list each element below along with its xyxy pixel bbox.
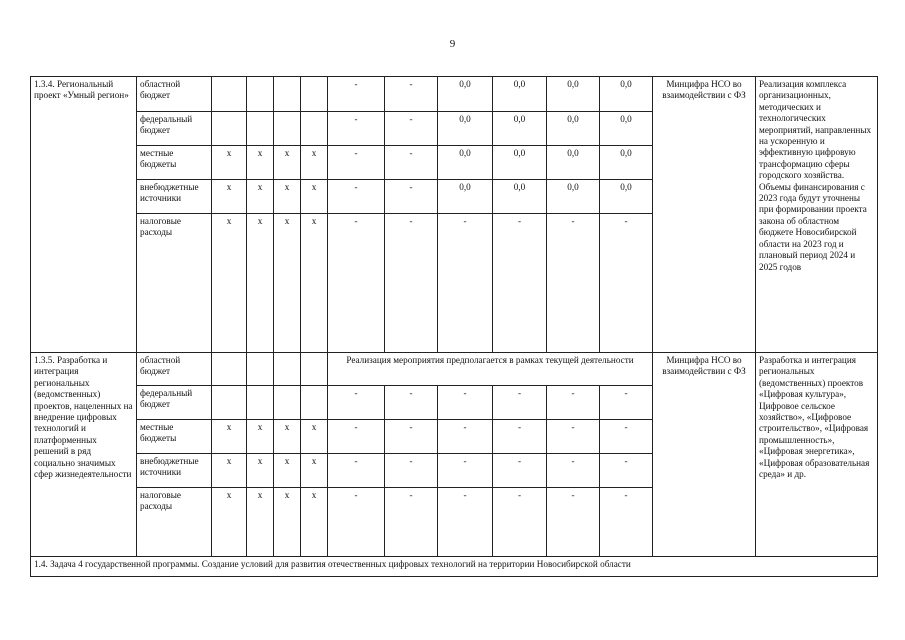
funding-source: внебюджетные источники [137,180,212,214]
value-cell: - [328,420,385,454]
value-cell [301,112,328,146]
value-cell: x [274,180,301,214]
value-cell: - [385,77,438,112]
value-cell [274,77,301,112]
value-cell: x [247,214,274,353]
value-cell: 0,0 [493,146,547,180]
value-cell: - [328,488,385,557]
value-cell: - [385,454,438,488]
value-cell: 0,0 [547,77,600,112]
task-row: 1.4. Задача 4 государственной программы. Создание условий для развития отечественных цифровых технологий на территории Новосибирской области [31,557,878,577]
value-cell: x [247,180,274,214]
value-cell [301,353,328,386]
value-cell: - [493,488,547,557]
value-cell: 0,0 [600,112,653,146]
value-cell: - [547,214,600,353]
value-cell: x [274,146,301,180]
value-cell: 0,0 [438,112,493,146]
funding-source: областной бюджет [137,353,212,386]
value-cell: 0,0 [493,180,547,214]
value-cell: - [547,420,600,454]
value-cell: x [301,454,328,488]
value-cell: - [547,454,600,488]
value-cell: x [301,488,328,557]
value-cell: - [600,488,653,557]
value-cell: x [274,454,301,488]
value-cell [301,386,328,420]
value-cell: - [328,214,385,353]
value-cell [274,112,301,146]
value-cell: x [212,488,247,557]
value-cell: - [328,112,385,146]
value-cell: - [438,420,493,454]
value-cell: - [493,454,547,488]
value-cell: - [328,146,385,180]
value-cell: - [493,420,547,454]
measure-name: 1.3.5. Разработка и интеграция региональных (ведомственных) проектов, нацеленных на внедрение цифровых технологий и платформенных решений в ряд социально значимых сфер жизнедеятельности [31,353,137,557]
value-cell: 0,0 [438,146,493,180]
value-cell: 0,0 [493,112,547,146]
funding-source: налоговые расходы [137,488,212,557]
program-table [30,76,878,577]
value-cell: - [600,454,653,488]
table-row [31,353,878,386]
value-cell [247,386,274,420]
table-row [31,557,878,577]
funding-source: местные бюджеты [137,146,212,180]
value-cell: 0,0 [438,77,493,112]
value-cell: - [438,386,493,420]
value-cell [212,77,247,112]
value-cell [247,112,274,146]
measure-name: 1.3.4. Региональный проект «Умный регион» [31,77,137,353]
value-cell: - [385,146,438,180]
funding-source: налоговые расходы [137,214,212,353]
activity-note: Реализация мероприятия предполагается в рамках текущей деятельности [328,353,653,386]
value-cell: x [274,420,301,454]
value-cell: x [247,146,274,180]
value-cell: - [385,180,438,214]
value-cell: 0,0 [600,180,653,214]
value-cell: - [600,214,653,353]
executor-cell: Минцифра НСО во взаимодействии с ФЗ [653,353,756,557]
value-cell: x [212,146,247,180]
value-cell [274,386,301,420]
funding-source: федеральный бюджет [137,386,212,420]
value-cell [247,77,274,112]
value-cell: - [328,180,385,214]
value-cell: x [274,214,301,353]
value-cell: 0,0 [600,77,653,112]
value-cell: 0,0 [547,112,600,146]
result-cell: Разработка и интеграция региональных (ведомственных) проектов «Цифровая культура», Цифровое сельское хозяйство», «Цифровое строительство», «Цифровая промышленность», «Цифровая энергетика», «Цифровая образовательная среда» и др. [756,353,878,557]
value-cell: - [600,386,653,420]
value-cell: x [301,146,328,180]
value-cell: x [212,180,247,214]
value-cell: - [438,488,493,557]
value-cell [274,353,301,386]
executor-cell: Минцифра НСО во взаимодействии с ФЗ [653,77,756,353]
value-cell: - [493,214,547,353]
value-cell [212,112,247,146]
value-cell: - [547,488,600,557]
value-cell [247,353,274,386]
page-number: 9 [449,38,456,50]
value-cell: 0,0 [600,146,653,180]
value-cell: x [247,488,274,557]
value-cell: 0,0 [547,146,600,180]
value-cell [212,353,247,386]
value-cell: 0,0 [547,180,600,214]
value-cell: - [493,386,547,420]
funding-source: местные бюджеты [137,420,212,454]
value-cell: - [385,488,438,557]
value-cell: 0,0 [493,77,547,112]
value-cell: - [328,77,385,112]
funding-source: внебюджетные источники [137,454,212,488]
value-cell: - [385,386,438,420]
value-cell: - [328,386,385,420]
result-cell: Реализация комплекса организационных, методических и технологических мероприятий, направленных на ускоренную и эффективную цифровую трансформацию сферы городского хозяйства. Объемы финансирования с 2023 года будут уточнены при формировании проекта закона об областном бюджете Новосибирской области на 2023 год и плановый период 2024 и 2025 годов [756,77,878,353]
value-cell: x [247,420,274,454]
value-cell [301,77,328,112]
value-cell: - [600,420,653,454]
value-cell: x [301,180,328,214]
value-cell: - [438,214,493,353]
value-cell: x [301,214,328,353]
value-cell: x [212,420,247,454]
funding-source: федеральный бюджет [137,112,212,146]
value-cell: x [212,214,247,353]
value-cell: - [547,386,600,420]
value-cell [212,386,247,420]
value-cell: x [274,488,301,557]
value-cell: - [438,454,493,488]
value-cell: 0,0 [438,180,493,214]
value-cell: - [385,420,438,454]
table-row [31,77,878,112]
value-cell: - [385,214,438,353]
value-cell: x [247,454,274,488]
value-cell: x [301,420,328,454]
value-cell: - [385,112,438,146]
value-cell: - [328,454,385,488]
funding-source: областной бюджет [137,77,212,112]
value-cell: x [212,454,247,488]
